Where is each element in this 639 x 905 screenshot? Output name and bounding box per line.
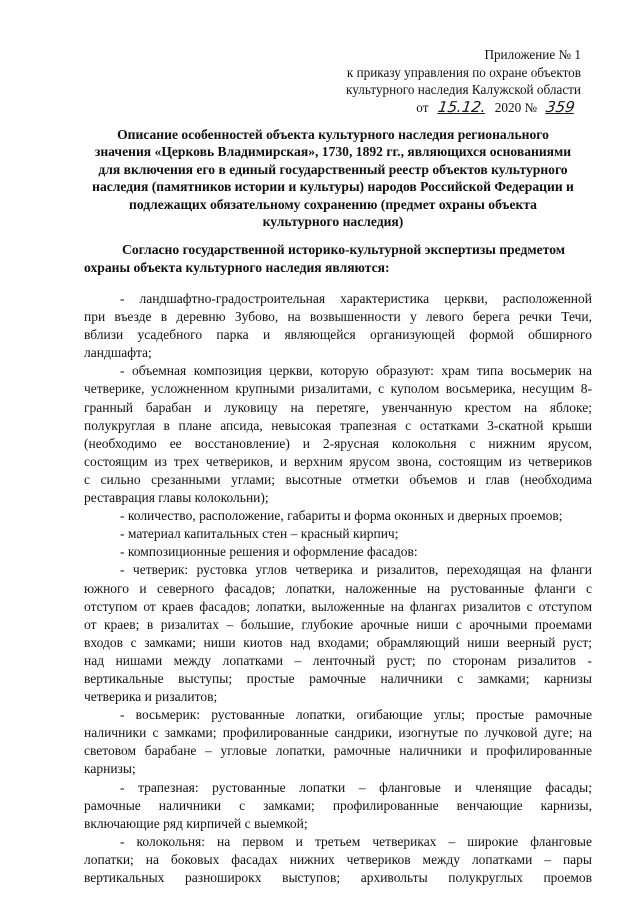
- date-prefix: от: [416, 99, 429, 115]
- body-line: - материал капитальных стен – красный кирпич;: [120, 526, 399, 542]
- body-line: реставрация главы колокольни);: [84, 490, 269, 506]
- document-title: [72, 126, 594, 230]
- year-number-label: 2020 №: [494, 99, 538, 115]
- body-line: световом барабане – угловые лопатки, рамочные наличники и профилированные: [84, 743, 592, 759]
- body-line: от краев; в ризалитах – большие, глубокие арочные ниши с арочными проемами: [84, 616, 592, 632]
- handwritten-number: 359: [545, 97, 577, 116]
- body-line: с сильно срезанными углами; высотные отметки объемов и глав (необходима: [84, 471, 592, 487]
- body-line: входов с замками; ниши киотов над входами; обрамляющий ниши веерный руст;: [84, 634, 592, 650]
- body-line: - колокольня: на первом и третьем четвериках – широкие фланговые: [120, 833, 592, 849]
- body-line: четверика и ризалитов;: [84, 689, 218, 705]
- intro-line: охраны объекта культурного наследия являются:: [84, 260, 390, 275]
- appendix-title: Приложение № 1: [484, 47, 581, 62]
- body-line: (необходимо ее восстановление) и 2-ярусная колокольня с нижним ярусом,: [84, 435, 592, 451]
- body-line: состоящим из трех четвериков, и верхним ярусом звона, состоящим из четвериков: [84, 453, 592, 469]
- intro-paragraph: [84, 241, 584, 277]
- title-line: значения «Церковь Владимирская», 1730, 1892 гг., являющихся основаниями: [94, 144, 572, 160]
- title-line: культурного наследия): [262, 214, 404, 230]
- body-line: карнизы;: [84, 761, 136, 777]
- intro-line: Согласно государственной историко-культурной экспертизы предметом: [122, 242, 566, 257]
- body-line: вблизи усадебного парка и являющейся организующей формой обширного: [84, 327, 592, 343]
- body-line: рамочные наличники с замками; профилированные венчающие карнизы,: [84, 797, 592, 813]
- body-line: - количество, расположение, габариты и форма оконных и дверных проемов;: [120, 508, 563, 524]
- body-line: вертикальные выступы; простые рамочные наличники с замками; карнизы: [84, 670, 592, 686]
- body-line: наличники с замками; профилированные сандрики, изогнутые по лучковой дуге; на: [84, 725, 592, 741]
- body-line: - композиционные решения и оформление фасадов:: [120, 544, 418, 560]
- title-line: подлежащих обязательному сохранению (предмет охраны объекта: [129, 196, 537, 212]
- handwritten-date: 15.12.: [436, 97, 487, 116]
- body-text: [84, 290, 592, 887]
- body-line: - объемная композиция церкви, которую образуют: храм типа восьмерик на: [120, 363, 592, 379]
- body-line: южного и северного фасадов; лопатки, наложенные на рустованные фланги с: [84, 580, 592, 596]
- body-line: гранный барабан и луковицу на перетяге, увенчанную крестом на яблоке;: [84, 399, 592, 415]
- body-line: при въезде в деревню Зубово, на возвышенности у левого берега речки Течи,: [84, 309, 592, 325]
- body-line: - трапезная: рустованные лопатки – фланговые и членящие фасады;: [120, 779, 592, 795]
- body-line: - восьмерик: рустованные лопатки, огибающие углы; простые рамочные: [120, 707, 592, 723]
- body-line: полукруглая в плане апсида, невысокая трапезная с остатками 3-скатной крыши: [84, 417, 592, 433]
- title-line: Описание особенностей объекта культурного наследия регионального: [117, 127, 549, 142]
- title-line: наследия (памятников истории и культуры) народов Российской Федерации и: [92, 179, 574, 195]
- appendix-authority-line: культурного наследия Калужской области: [346, 82, 581, 97]
- body-line: вертикальных разноширокх выступов; архивольты полукруглых проемов: [84, 870, 592, 885]
- body-line: включающие ряд кирпичей с выемкой;: [84, 815, 308, 831]
- appendix-order-line: к приказу управления по охране объектов: [346, 64, 581, 80]
- appendix-header: [346, 46, 581, 116]
- body-line: - четверик: рустовка углов четверика и ризалитов, переходящая на фланги: [120, 562, 592, 578]
- body-line: ландшафта;: [84, 345, 152, 361]
- body-line: отступом от краев фасадов; лопатки, выложенные на флангах ризалитов с отступом: [84, 598, 592, 614]
- body-line: четверике, усложненном крупными ризалитами, с куполом восьмерика, несущим 8-: [84, 381, 592, 397]
- body-line: лопатки; на боковых фасадах нижних четвериков между лопатками – пары: [84, 851, 592, 867]
- title-line: для включения его в единый государственный реестр объектов культурного: [98, 161, 568, 177]
- body-line: над нишами между лопатками – ленточный руст; по сторонам ризалитов -: [84, 652, 592, 668]
- body-line: - ландшафтно-градостроительная характеристика церкви, расположенной: [120, 291, 592, 306]
- appendix-date-line: [346, 99, 581, 117]
